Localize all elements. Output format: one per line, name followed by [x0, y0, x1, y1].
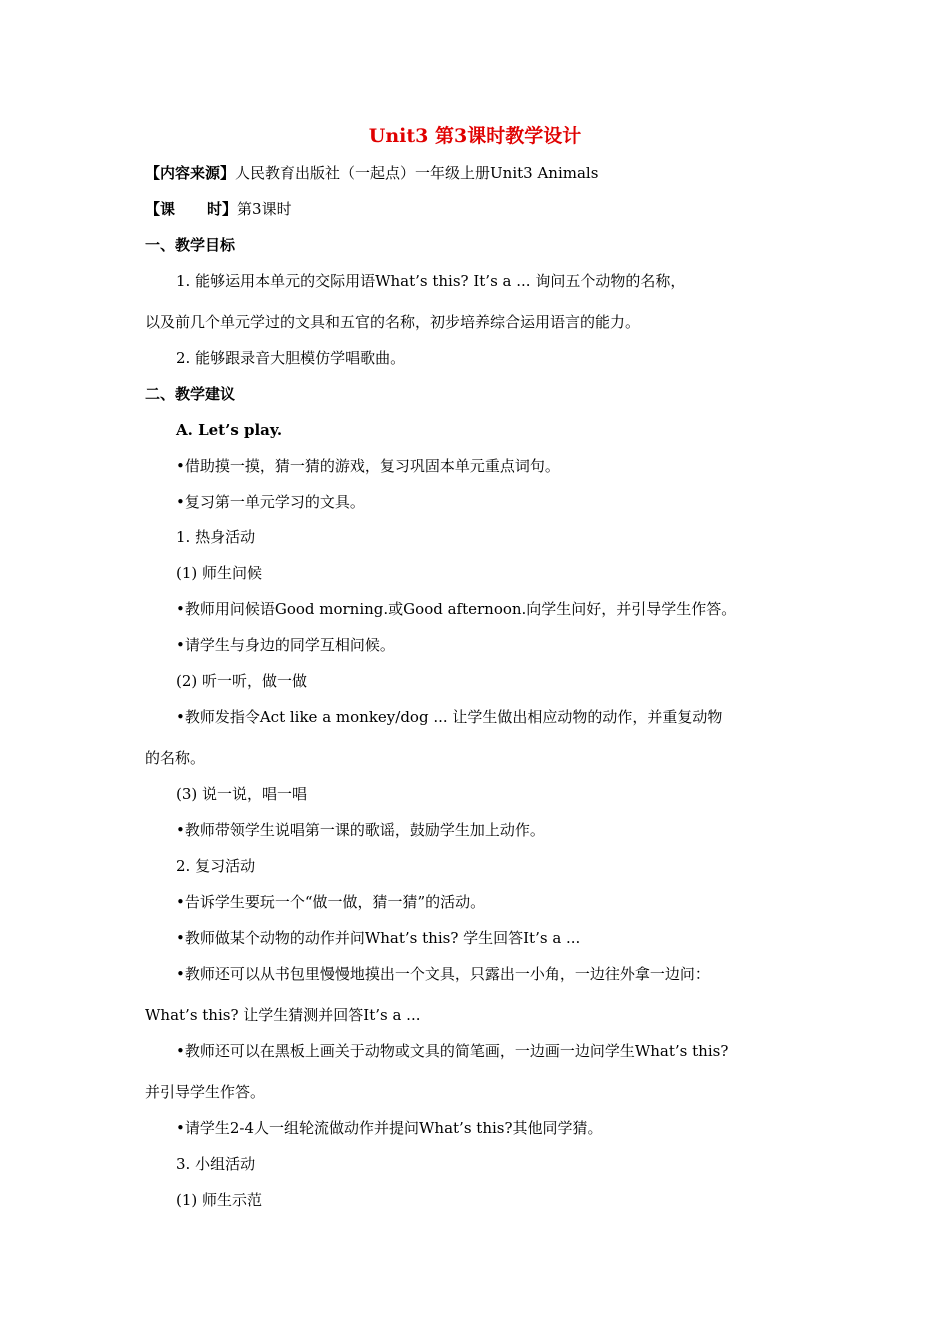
text-line: (2) 听一听，做一做 — [176, 672, 308, 690]
text-line: 3. 小组活动 — [176, 1155, 256, 1173]
text-line: •教师还可以从书包里慢慢地摸出一个文具，只露出一小角，一边往外拿一边问： — [176, 965, 710, 983]
text-line: 2. 能够跟录音大胆模仿学唱歌曲。 — [176, 349, 406, 367]
section-heading: 一、教学目标 — [145, 236, 236, 254]
text-line: 1. 热身活动 — [176, 528, 256, 546]
text-line: 以及前几个单元学过的文具和五官的名称，初步培养综合运用语言的能力。 — [145, 313, 641, 331]
text-line: (1) 师生问候 — [176, 564, 263, 582]
text-line: •教师用问候语Good morning.或Good afternoon.向学生问好，并引导学生作答。 — [176, 600, 737, 618]
text-line: 2. 复习活动 — [176, 857, 256, 875]
text-line: •教师发指令Act like a monkey/dog ... 让学生做出相应动物的动作，并重复动物 — [176, 708, 723, 726]
text-line: (3) 说一说，唱一唱 — [176, 785, 308, 803]
text-line: •教师带领学生说唱第一课的歌谣，鼓励学生加上动作。 — [176, 821, 545, 839]
content-source-label: 【内容来源】 — [145, 164, 236, 182]
text-line: •请学生与身边的同学互相问候。 — [176, 636, 395, 654]
text-line: 1. 能够运用本单元的交际用语What’s this? It’s a ... 询问五个动物的名称， — [176, 272, 686, 290]
text-line: 并引导学生作答。 — [145, 1083, 266, 1101]
text-line: •教师还可以在黑板上画关于动物或文具的简笔画，一边画一边问学生What’s this? — [176, 1042, 729, 1060]
text-line: •请学生2-4人一组轮流做动作并提问What’s this?其他同学猜。 — [176, 1119, 603, 1137]
text-line: What’s this? 让学生猜测并回答It’s a ... — [145, 1006, 421, 1024]
text-line: •复习第一单元学习的文具。 — [176, 493, 365, 511]
text-line: •借助摸一摸，猜一猜的游戏，复习巩固本单元重点词句。 — [176, 457, 560, 475]
text-line: •教师做某个动物的动作并问What’s this? 学生回答It’s a ... — [176, 929, 581, 947]
period-line — [145, 198, 292, 220]
content-source-line — [145, 162, 598, 184]
section-heading: 二、教学建议 — [145, 385, 236, 403]
text-line: (1) 师生示范 — [176, 1191, 263, 1209]
period-label-open: 【课 — [145, 200, 176, 218]
text-line: •告诉学生要玩一个“做一做，猜一猜”的活动。 — [176, 893, 486, 911]
content-source-value: 人民教育出版社（一起点）一年级上册Unit3 Animals — [235, 164, 599, 182]
period-value: 第3课时 — [237, 200, 292, 218]
period-label-close: 时】 — [207, 200, 238, 218]
text-line: 的名称。 — [145, 749, 206, 767]
text-line: A. Let’s play. — [176, 421, 283, 439]
document-title: Unit3 第3课时教学设计 — [368, 125, 582, 147]
